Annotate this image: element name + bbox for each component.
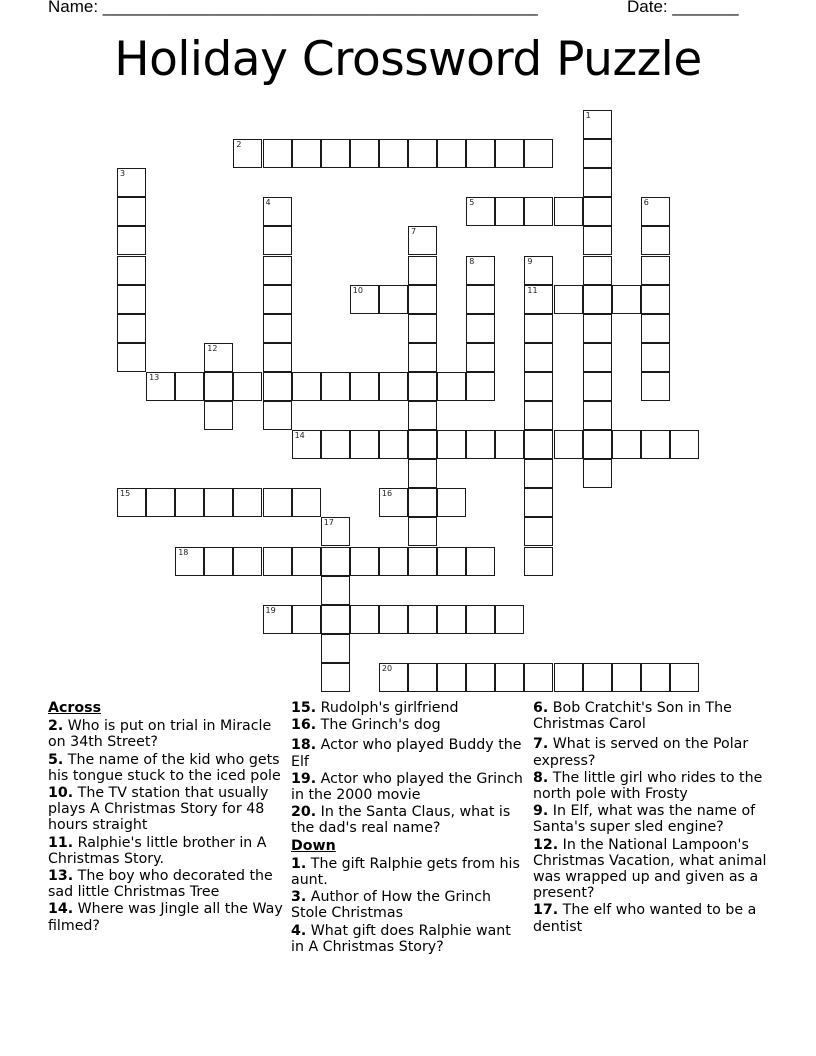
grid-cell[interactable] [641,256,670,285]
grid-cell[interactable] [641,226,670,255]
grid-cell[interactable] [350,547,379,576]
grid-cell[interactable] [263,197,292,226]
grid-cell[interactable] [204,401,233,430]
clue-across-13 [48,868,283,900]
grid-cell[interactable] [292,139,321,168]
cell-number: 15 [120,489,131,499]
clue-down-1 [291,856,526,888]
date-field-label[interactable]: Date: _______ [627,0,739,16]
grid-cell[interactable] [437,605,466,634]
grid-cell[interactable] [583,197,612,226]
grid-cell[interactable] [641,343,670,372]
clue-text: The TV station that usually plays A Christmas Story for 48 hours straight [48,785,269,834]
grid-cell[interactable] [350,372,379,401]
clue-down-6 [533,700,773,732]
grid-cell[interactable] [117,488,146,517]
cell-number: 6 [643,198,649,208]
cell-number: 13 [149,372,160,382]
clue-across-20 [291,804,526,836]
cell-number: 7 [411,227,417,237]
clue-number: 11. [48,834,74,851]
clue-text: In Elf, what was the name of Santa's super sled engine? [533,803,756,836]
clue-across-10 [48,785,283,834]
grid-cell[interactable] [612,663,641,692]
clue-down-4 [291,923,526,955]
clue-text: What gift does Ralphie want in A Christmas Story? [291,922,511,955]
clues-column-1 [48,700,283,935]
clue-number: 10. [48,785,74,802]
grid-cell[interactable] [292,372,321,401]
grid-cell[interactable] [321,547,350,576]
grid-cell[interactable] [263,314,292,343]
clue-text: Where was Jingle all the Way filmed? [48,901,283,934]
clue-text: Bob Cratchit's Son in The Christmas Carol [533,700,732,733]
grid-cell[interactable] [204,488,233,517]
grid-cell[interactable] [641,314,670,343]
grid-cell[interactable] [321,517,350,546]
grid-cell[interactable] [233,488,262,517]
grid-cell[interactable] [233,139,262,168]
grid-cell[interactable] [292,488,321,517]
cell-number: 10 [352,285,363,295]
grid-cell[interactable] [146,488,175,517]
clue-number: 13. [48,868,74,885]
grid-cell[interactable] [524,256,553,285]
grid-cell[interactable] [466,139,495,168]
grid-cell[interactable] [379,605,408,634]
grid-cell[interactable] [524,139,553,168]
cell-number: 9 [527,256,533,266]
page-title: Holiday Crossword Puzzle [114,32,702,87]
grid-cell[interactable] [524,430,553,459]
grid-cell[interactable] [583,343,612,372]
grid-cell[interactable] [641,430,670,459]
clue-down-17 [533,902,773,934]
grid-cell[interactable] [437,430,466,459]
grid-cell[interactable] [583,430,612,459]
grid-cell[interactable] [437,488,466,517]
clue-number: 5. [48,751,64,768]
clue-text: In the Santa Claus, what is the dad's real name? [291,804,511,837]
grid-cell[interactable] [612,430,641,459]
grid-cell[interactable] [379,372,408,401]
grid-cell[interactable] [583,256,612,285]
cell-number: 12 [207,343,218,353]
grid-cell[interactable] [583,314,612,343]
grid-cell[interactable] [554,430,583,459]
grid-cell[interactable] [466,663,495,692]
grid-cell[interactable] [554,663,583,692]
grid-cell[interactable] [321,372,350,401]
grid-cell[interactable] [495,197,524,226]
grid-cell[interactable] [495,139,524,168]
grid-cell[interactable] [466,372,495,401]
clue-across-15 [291,700,526,716]
clue-number: 15. [291,700,317,716]
clue-text: The boy who decorated the sad little Christmas Tree [48,868,273,901]
grid-cell[interactable] [466,285,495,314]
clue-number: 12. [533,836,559,853]
grid-cell[interactable] [263,605,292,634]
grid-cell[interactable] [117,168,146,197]
grid-cell[interactable] [263,488,292,517]
clue-text: Actor who played the Grinch in the 2000 movie [291,770,523,804]
clue-number: 18. [291,737,317,754]
clue-number: 4. [291,922,307,939]
grid-cell[interactable] [641,372,670,401]
grid-cell[interactable] [641,285,670,314]
clue-number: 6. [533,700,549,716]
grid-cell[interactable] [263,139,292,168]
grid-cell[interactable] [524,547,553,576]
clue-text: What is served on the Polar express? [533,736,749,769]
grid-cell[interactable] [350,430,379,459]
clue-text: The name of the kid who gets his tongue stuck to the iced pole [48,751,281,784]
clue-number: 20. [291,804,317,821]
grid-cell[interactable] [408,547,437,576]
grid-cell[interactable] [263,285,292,314]
grid-cell[interactable] [117,314,146,343]
clue-across-2 [48,718,283,750]
cell-number: 5 [469,198,475,208]
grid-cell[interactable] [408,372,437,401]
grid-cell[interactable] [146,372,175,401]
grid-cell[interactable] [466,605,495,634]
grid-cell[interactable] [263,256,292,285]
clue-across-14 [48,901,283,933]
clue-text: Ralphie's little brother in A Christmas Story. [48,834,267,867]
grid-cell[interactable] [641,197,670,226]
grid-cell[interactable] [175,372,204,401]
grid-cell[interactable] [263,372,292,401]
grid-cell[interactable] [321,605,350,634]
grid-cell[interactable] [408,401,437,430]
grid-cell[interactable] [263,343,292,372]
grid-cell[interactable] [583,663,612,692]
grid-cell[interactable] [408,314,437,343]
grid-cell[interactable] [263,226,292,255]
grid-cell[interactable] [670,663,699,692]
across-heading: Across [48,700,102,716]
grid-cell[interactable] [466,547,495,576]
grid-cell[interactable] [117,343,146,372]
grid-cell[interactable] [583,139,612,168]
grid-cell[interactable] [379,139,408,168]
grid-cell[interactable] [350,285,379,314]
clue-down-12 [533,837,773,902]
grid-cell[interactable] [175,547,204,576]
clue-text: The gift Ralphie gets from his aunt. [291,855,520,889]
grid-cell[interactable] [554,285,583,314]
clue-across-16 [291,717,526,733]
grid-cell[interactable] [408,139,437,168]
grid-cell[interactable] [583,168,612,197]
clue-across-5 [48,752,283,784]
clue-text: Rudolph's girlfriend [320,700,459,716]
grid-cell[interactable] [437,139,466,168]
clue-text: The little girl who rides to the north pole with Frosty [533,769,763,803]
clue-text: The Grinch's dog [320,717,441,734]
grid-cell[interactable] [408,663,437,692]
cell-number: 3 [120,169,126,179]
grid-cell[interactable] [437,372,466,401]
grid-cell[interactable] [408,430,437,459]
grid-cell[interactable] [408,517,437,546]
grid-cell[interactable] [524,401,553,430]
cell-number: 16 [381,489,393,499]
grid-cell[interactable] [583,372,612,401]
clue-text: The elf who wanted to be a dentist [533,902,757,935]
clue-down-9 [533,803,773,835]
cell-number: 14 [294,431,305,441]
grid-cell[interactable] [175,488,204,517]
grid-cell[interactable] [117,197,146,226]
grid-cell[interactable] [233,547,262,576]
grid-cell[interactable] [350,139,379,168]
grid-cell[interactable] [292,605,321,634]
clue-number: 7. [533,736,549,753]
grid-cell[interactable] [670,430,699,459]
grid-cell[interactable] [495,663,524,692]
grid-cell[interactable] [379,663,408,692]
grid-cell[interactable] [524,459,553,488]
grid-cell[interactable] [292,547,321,576]
grid-cell[interactable] [524,372,553,401]
grid-cell[interactable] [204,343,233,372]
grid-cell[interactable] [466,314,495,343]
grid-cell[interactable] [408,459,437,488]
grid-cell[interactable] [408,343,437,372]
clue-across-19 [291,771,526,803]
clue-number: 19. [291,770,317,787]
clue-text: In the National Lampoon's Christmas Vacation, what animal was wrapped up and given as a present? [533,836,767,902]
clue-number: 16. [291,717,317,734]
cell-number: 19 [265,605,276,615]
clue-across-18 [291,737,526,769]
grid-cell[interactable] [583,110,612,139]
grid-cell[interactable] [495,605,524,634]
clues-column-2 [291,700,526,956]
clue-text: Actor who played Buddy the Elf [291,737,522,770]
down-heading: Down [291,837,336,854]
clue-number: 8. [533,769,549,786]
grid-cell[interactable] [641,663,670,692]
name-field-label[interactable]: Name: ______________________________________________ [48,0,538,16]
grid-cell[interactable] [379,488,408,517]
clue-across-11 [48,835,283,867]
grid-cell[interactable] [408,605,437,634]
cell-number: 8 [469,256,475,266]
grid-cell[interactable] [204,372,233,401]
grid-cell[interactable] [466,197,495,226]
cell-number: 20 [381,663,393,673]
grid-cell[interactable] [466,256,495,285]
grid-cell[interactable] [408,285,437,314]
cell-number: 17 [323,518,334,528]
clue-number: 2. [48,718,64,735]
grid-cell[interactable] [612,285,641,314]
grid-cell[interactable] [554,197,583,226]
grid-cell[interactable] [408,256,437,285]
grid-cell[interactable] [466,343,495,372]
grid-cell[interactable] [321,139,350,168]
clue-down-8 [533,770,773,802]
grid-cell[interactable] [524,197,553,226]
clue-number: 1. [291,855,307,872]
grid-cell[interactable] [437,663,466,692]
clue-text: Author of How the Grinch Stole Christmas [291,889,492,922]
cell-number: 2 [236,140,242,150]
cell-number: 18 [178,547,189,557]
clue-number: 17. [533,902,559,919]
cell-number: 1 [585,111,591,120]
grid-cell[interactable] [321,576,350,605]
grid-cell[interactable] [524,343,553,372]
cell-number: 11 [527,285,538,295]
grid-cell[interactable] [379,285,408,314]
grid-cell[interactable] [495,430,524,459]
grid-cell[interactable] [524,488,553,517]
grid-cell[interactable] [437,547,466,576]
clue-down-3 [291,889,526,921]
grid-cell[interactable] [117,226,146,255]
grid-cell[interactable] [379,547,408,576]
grid-cell[interactable] [263,547,292,576]
grid-cell[interactable] [321,634,350,663]
grid-cell[interactable] [583,226,612,255]
grid-cell[interactable] [321,430,350,459]
grid-cell[interactable] [408,488,437,517]
grid-cell[interactable] [408,226,437,255]
grid-cell[interactable] [583,459,612,488]
grid-cell[interactable] [379,430,408,459]
grid-cell[interactable] [321,663,350,692]
grid-cell[interactable] [204,547,233,576]
clue-down-7 [533,736,773,768]
grid-cell[interactable] [583,401,612,430]
clue-number: 3. [291,889,307,906]
grid-cell[interactable] [292,430,321,459]
grid-cell[interactable] [117,285,146,314]
grid-cell[interactable] [466,430,495,459]
grid-cell[interactable] [117,256,146,285]
cell-number: 4 [265,198,271,208]
grid-cell[interactable] [524,517,553,546]
grid-cell[interactable] [233,372,262,401]
clues-column-3 [533,700,773,936]
clue-number: 9. [533,803,549,820]
grid-cell[interactable] [524,663,553,692]
grid-cell[interactable] [263,401,292,430]
clue-text: Who is put on trial in Miracle on 34th Street? [48,718,272,751]
grid-cell[interactable] [350,605,379,634]
grid-cell[interactable] [524,314,553,343]
grid-cell[interactable] [583,285,612,314]
grid-cell[interactable] [524,285,553,314]
clue-number: 14. [48,901,74,918]
